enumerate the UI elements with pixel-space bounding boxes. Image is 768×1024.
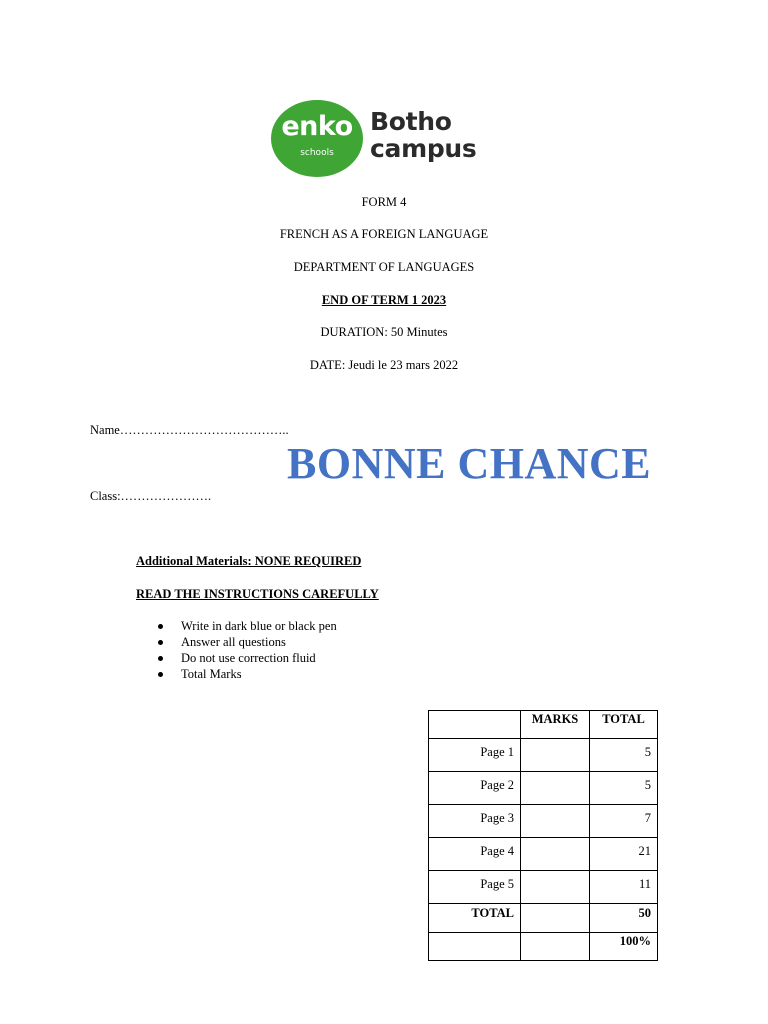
logo-line-1: Botho	[370, 107, 452, 136]
total-cell: 5	[590, 772, 658, 805]
marks-cell	[521, 904, 590, 933]
logo-enko-text: enko	[281, 111, 353, 142]
row-label: Page 3	[429, 805, 521, 838]
term-heading	[0, 293, 768, 308]
row-label	[429, 933, 521, 961]
duration-label: DURATION: 50 Minutes	[320, 325, 448, 339]
logo-schools-text: schools	[300, 148, 334, 158]
total-cell: 7	[590, 805, 658, 838]
school-logo	[271, 100, 511, 178]
marks-cell	[521, 739, 590, 772]
total-row-label: TOTAL	[429, 904, 521, 933]
marks-cell	[521, 871, 590, 904]
table-row	[429, 739, 658, 772]
date-label: DATE: Jeudi le 23 mars 2022	[309, 358, 459, 372]
class-field: Class:………………….	[90, 489, 212, 503]
logo-campus-name	[370, 109, 477, 163]
instructions-heading: READ THE INSTRUCTIONS CAREFULLY	[136, 587, 379, 601]
list-item: Answer all questions	[155, 634, 337, 650]
table-row	[429, 805, 658, 838]
total-cell: 21	[590, 838, 658, 871]
name-field: Name…………………………………..	[90, 423, 289, 437]
total-cell: 5	[590, 739, 658, 772]
row-label: Page 4	[429, 838, 521, 871]
materials-heading: Additional Materials: NONE REQUIRED	[136, 554, 362, 568]
table-row	[429, 838, 658, 871]
table-header-row	[429, 711, 658, 739]
table-row	[429, 904, 658, 933]
department-label: DEPARTMENT OF LANGUAGES	[293, 260, 475, 274]
marks-column-header: MARKS	[521, 711, 590, 739]
logo-line-2: campus	[370, 134, 477, 163]
percent-cell: 100%	[590, 933, 658, 961]
table-row	[429, 871, 658, 904]
marks-cell	[521, 805, 590, 838]
table-row	[429, 933, 658, 961]
grand-total-cell: 50	[590, 904, 658, 933]
subject-label: FRENCH AS A FOREIGN LANGUAGE	[279, 227, 489, 241]
total-cell: 11	[590, 871, 658, 904]
marks-cell	[521, 838, 590, 871]
table-row	[429, 772, 658, 805]
marks-table	[428, 710, 658, 961]
row-label: Page 1	[429, 739, 521, 772]
bonne-chance-banner: BONNE CHANCE	[287, 439, 652, 488]
total-column-header: TOTAL	[590, 711, 658, 739]
instructions-list	[155, 618, 337, 682]
marks-cell	[521, 772, 590, 805]
table-header-cell	[429, 711, 521, 739]
row-label: Page 5	[429, 871, 521, 904]
marks-cell	[521, 933, 590, 961]
term-text: END OF TERM 1 2023	[321, 293, 447, 307]
list-item: Total Marks	[155, 666, 337, 682]
form-label: FORM 4	[361, 195, 407, 209]
list-item: Do not use correction fluid	[155, 650, 337, 666]
row-label: Page 2	[429, 772, 521, 805]
list-item: Write in dark blue or black pen	[155, 618, 337, 634]
